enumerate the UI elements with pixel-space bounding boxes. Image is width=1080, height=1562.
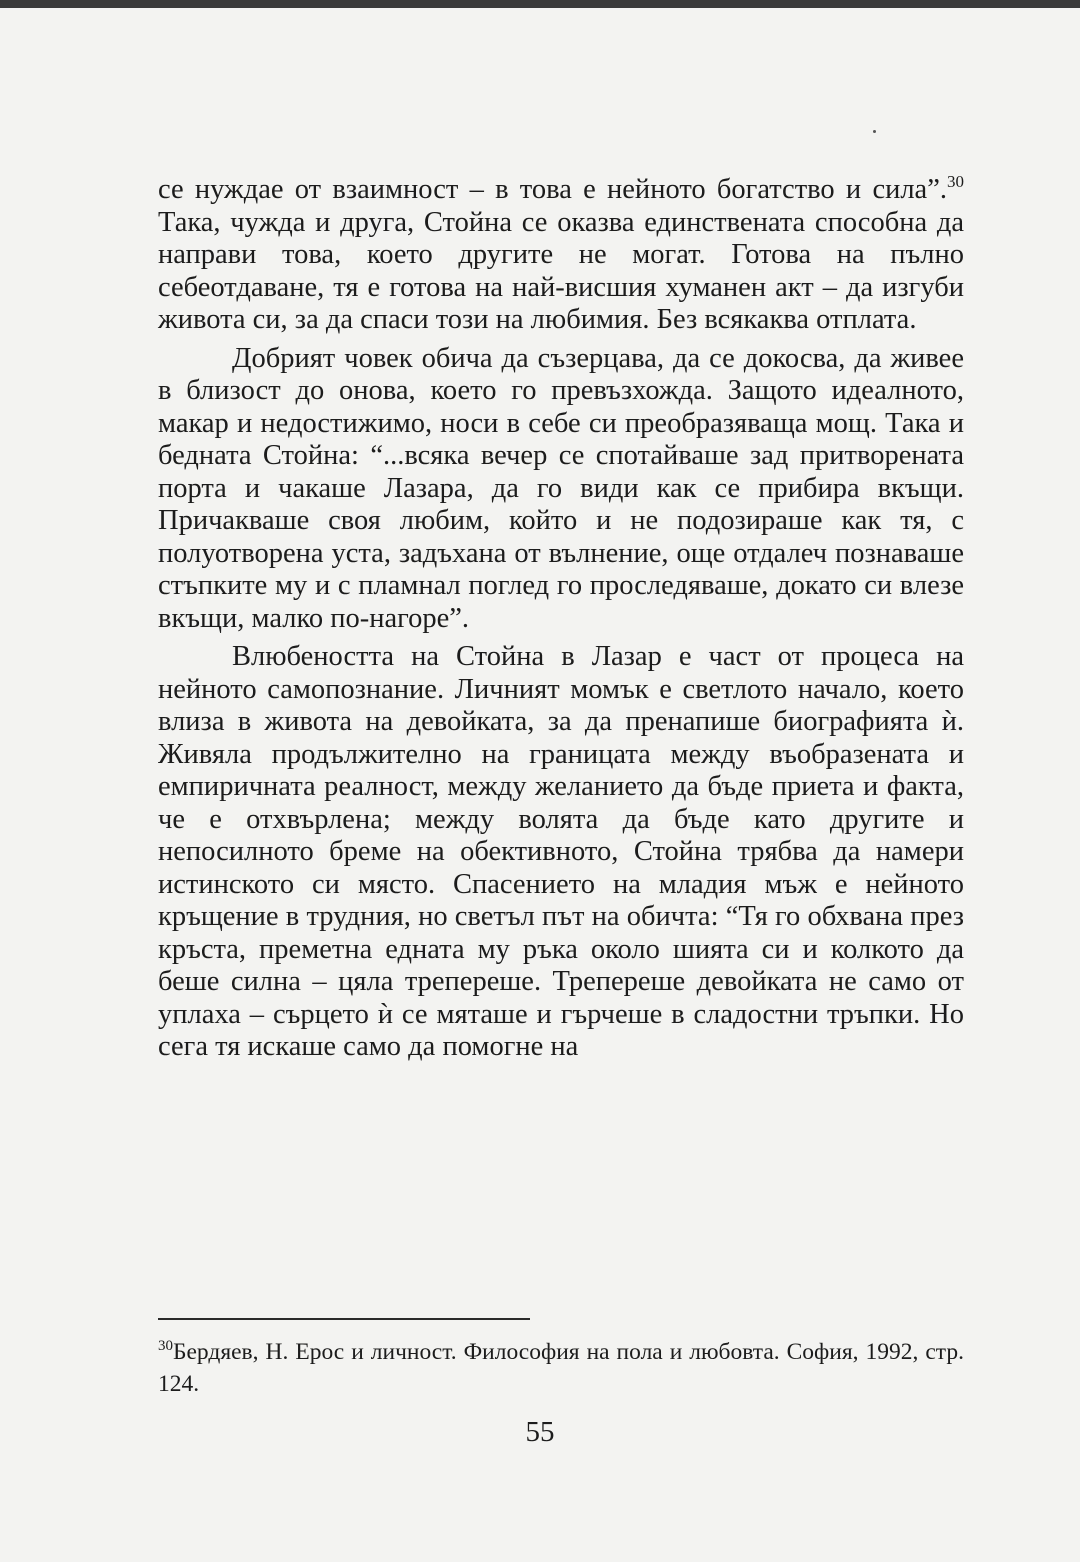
main-text	[158, 171, 964, 1064]
paragraph-1-after: Така, чужда и друга, Стойна се оказва единствената способна да направи това, което другите не могат. Готова на пълно себеотдаване, тя е готова на най-висшия хуманен акт – да изгуби живота си, за да спаси този на любимия. Без всякаква отплата.	[158, 206, 964, 335]
paper-speck	[873, 130, 876, 133]
footnote-number: 30	[158, 1338, 173, 1354]
footnote	[158, 1336, 964, 1400]
paragraph-3: Влюбеността на Стойна в Лазар е част от процеса на нейното самопознание. Личният момък е светлото начало, което влиза в живота на девойката, за да пренапише биографията ѝ. Живяла продължително на границата между въобразената и емпиричната реалност, между желанието да бъде приета и факта, че е отхвърлена; между волята да бъде като другите и непосилното бреме на обективното, Стойна трябва да намери истинското си място. Спасението на младия мъж е нейното кръщение в трудния, но светъл път на обичта: “Тя го обхвана през кръста, преметна едната му ръка около шията си и колкото да беше силна – цяла трепереше. Трепереше девойката не само от уплаха – сърцето ѝ се мяташе и гърчеше в сладостни тръпки. Но сега тя искаше само да помогне на	[158, 641, 964, 1062]
page-number: 55	[525, 1416, 555, 1448]
footnote-text: Бердяев, Н. Ерос и личност. Философия на пола и любовта. София, 1992, стр. 124.	[158, 1339, 964, 1397]
paragraph-1	[158, 171, 964, 337]
book-page	[0, 8, 1080, 1562]
page-top-edge	[0, 0, 1080, 8]
paragraph-1-before: се нуждае от взаимност – в това е нейното богатство и сила”.	[158, 174, 947, 205]
paragraph-2: Добрият човек обича да съзерцава, да се докосва, да живее в близост до онова, което го превъзхожда. Защото идеалното, макар и недостижимо, носи в себе си преобразяваща мощ. Така и бедната Стойна: “...всяка вечер се спотайваше зад притворената порта и чакаше Лазара, да го види как се прибира вкъщи. Причакваше своя любим, който и не подозираше как тя, с полуотворена уста, задъхана от вълнение, още отдалеч познаваше стъпките му и с пламнал поглед го проследяваше, докато си влезе вкъщи, малко по-нагоре”.	[158, 342, 964, 634]
footnote-divider	[158, 1318, 530, 1320]
footnote-reference: 30	[947, 171, 964, 191]
